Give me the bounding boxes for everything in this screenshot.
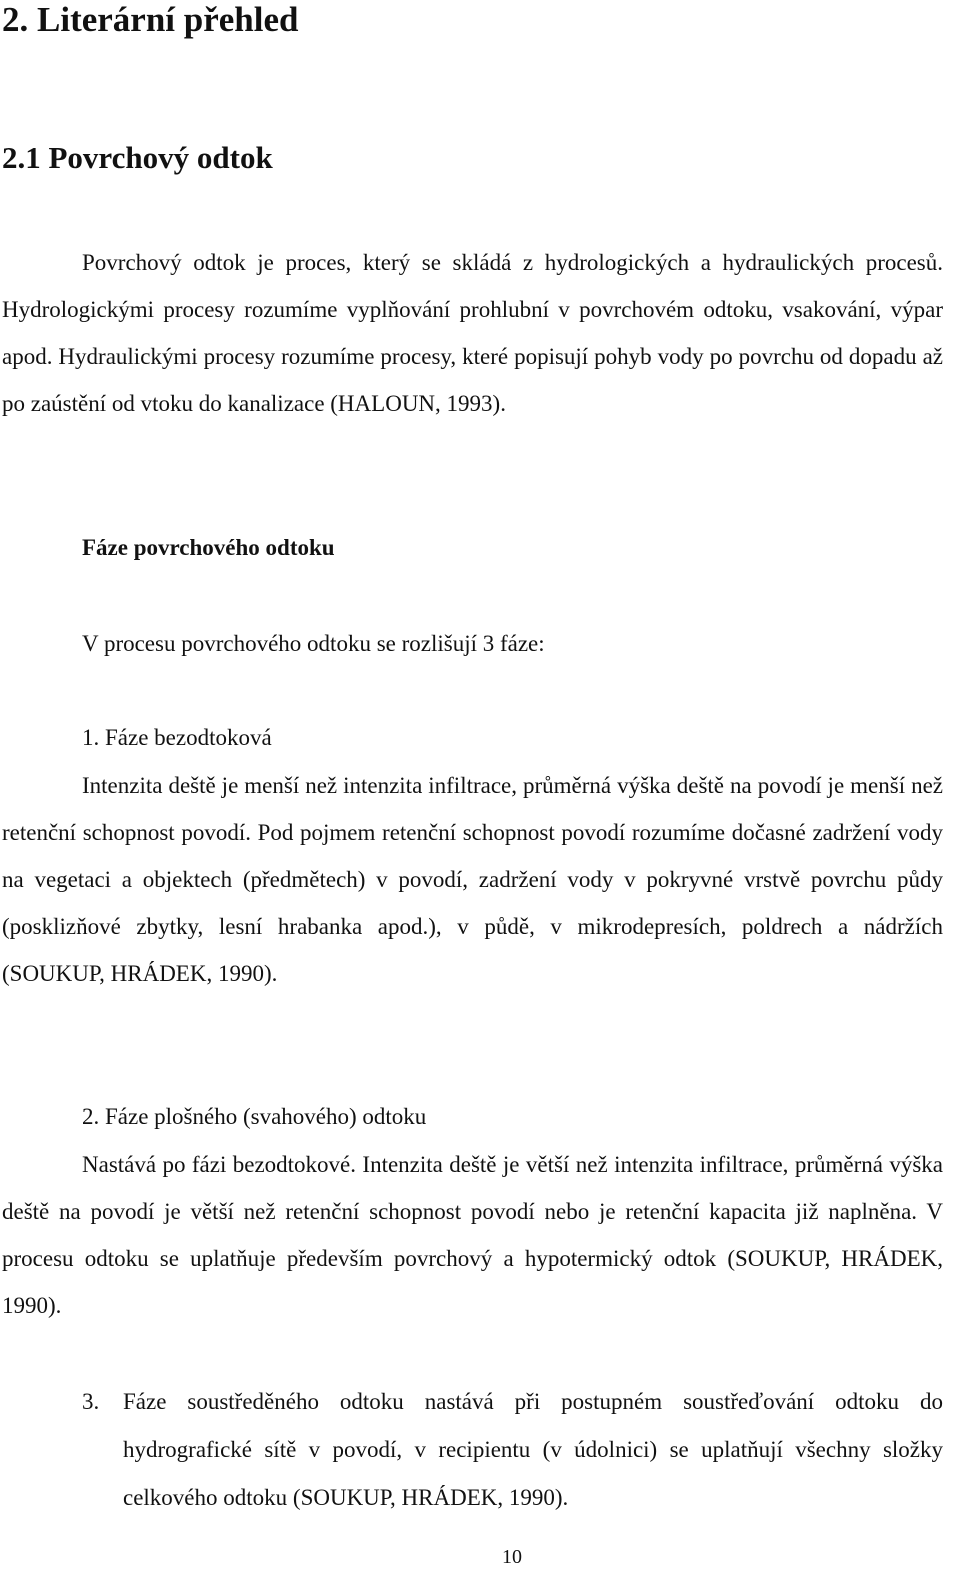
- intro-paragraph: Povrchový odtok je proces, který se skládá z hydrologických a hydraulických procesů. Hydrologickými procesy rozumíme vyplňování prohlubní v povrchovém odtoku, vsakování, výpar apod. Hydraulickými procesy rozumíme procesy, které popisují pohyb vody po povrchu od dopadu až po zaústění od vtoku do kanalizace (HALOUN, 1993).: [2, 250, 943, 416]
- phase1-title: 1. Fáze bezodtoková: [82, 725, 272, 750]
- phase2-title: 2. Fáze plošného (svahového) odtoku: [82, 1104, 427, 1129]
- chapter-heading: 2. Literární přehled: [2, 0, 299, 39]
- phase2-text: Nastává po fázi bezodtokové. Intenzita deště je větší než intenzita infiltrace, průměrná výška deště na povodí je větší než retenční schopnost povodí nebo je retenční kapacita již naplněna. V procesu odtoku se uplatňuje především povrchový a hypotermický odtok (SOUKUP, HRÁDEK, 1990).: [2, 1152, 943, 1318]
- phase3-item: [82, 1378, 943, 1522]
- subheading: Fáze povrchového odtoku: [82, 535, 335, 560]
- page-number: 10: [502, 1546, 522, 1568]
- section-heading: 2.1 Povrchový odtok: [2, 140, 273, 175]
- phases-intro: V procesu povrchového odtoku se rozlišují 3 fáze:: [82, 631, 545, 656]
- phase1-text: Intenzita deště je menší než intenzita infiltrace, průměrná výška deště na povodí je menší než retenční schopnost povodí. Pod pojmem retenční schopnost povodí rozumíme dočasné zadržení vody na vegetaci a objektech (předmětech) v povodí, zadržení vody v pokryvné vrstvě povrchu půdy (posklizňové zbytky, lesní hrabanka apod.), v půdě, v mikrodepresích, poldrech a nádržích (SOUKUP, HRÁDEK, 1990).: [2, 773, 943, 986]
- phase3-number: 3.: [82, 1389, 100, 1414]
- phase3-text: Fáze soustředěného odtoku nastává při postupném soustřeďování odtoku do hydrografické sítě v povodí, v recipientu (v údolnici) se uplatňují všechny složky celkového odtoku (SOUKUP, HRÁDEK, 1990).: [123, 1389, 943, 1510]
